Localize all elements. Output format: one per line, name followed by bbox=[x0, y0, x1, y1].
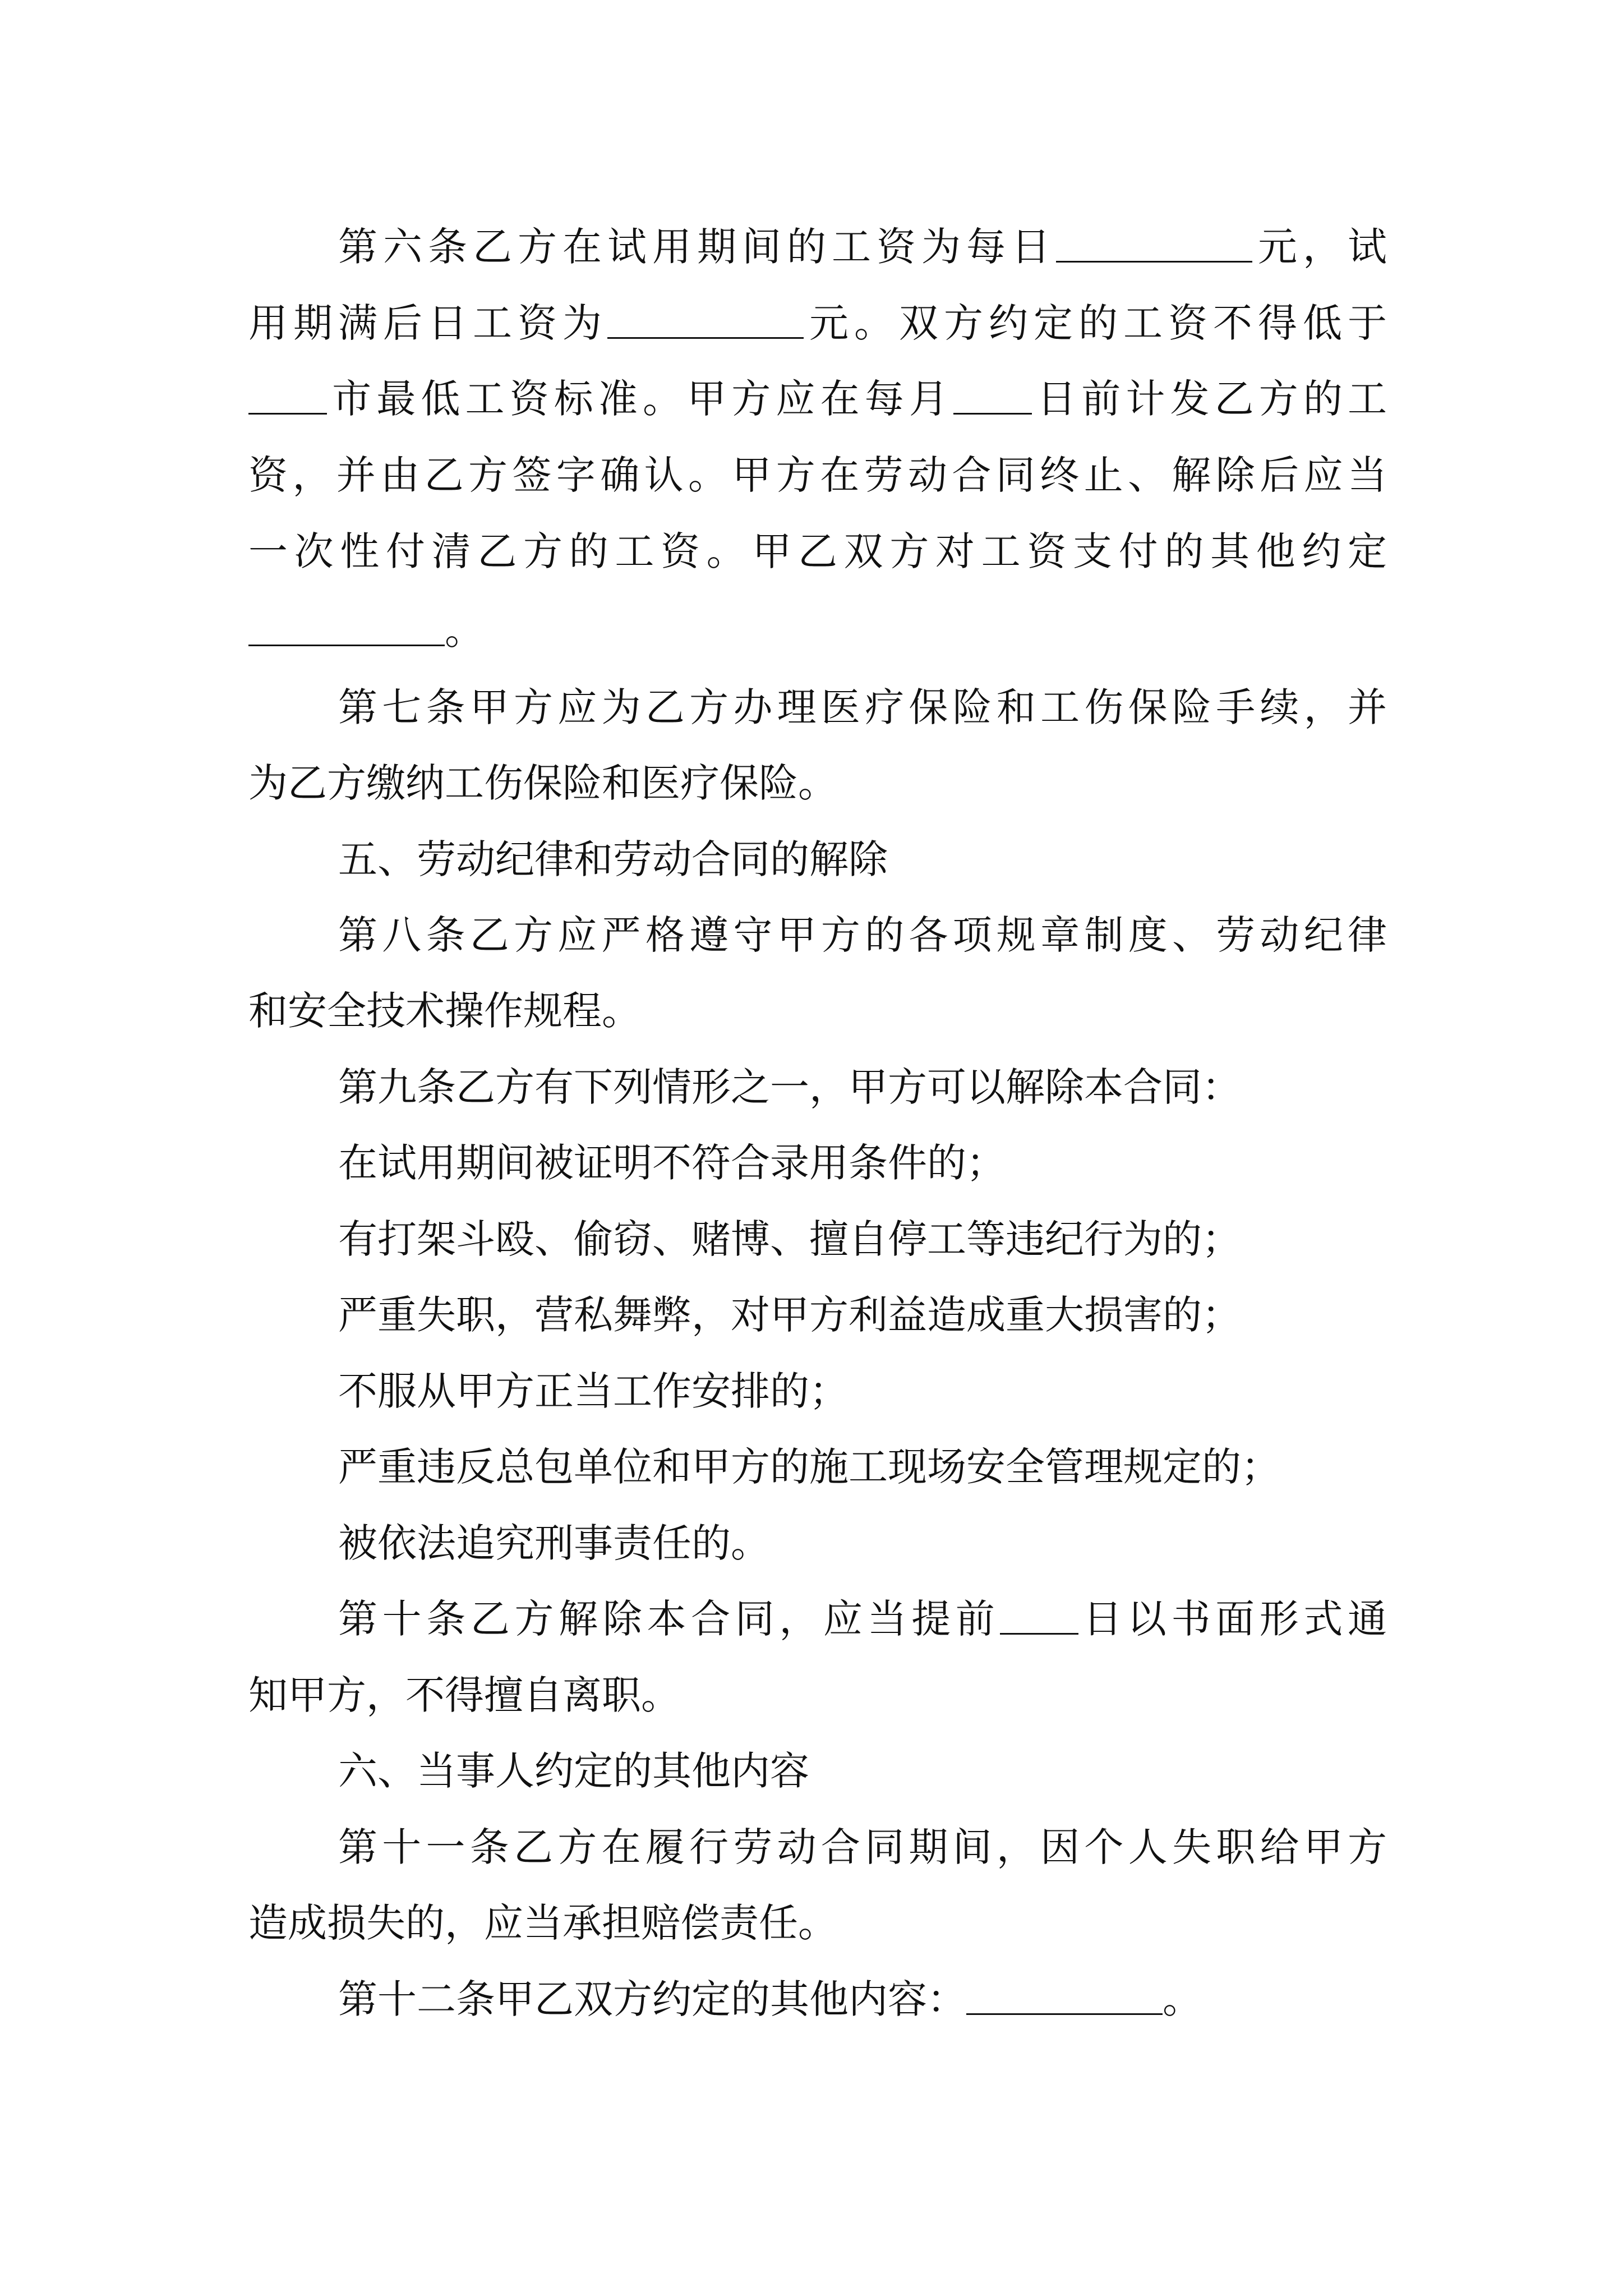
article-6-line-2 bbox=[248, 284, 1387, 362]
text: 元。双方约定的工资不得低于 bbox=[804, 300, 1387, 346]
section-5-heading: 五、劳动纪律和劳动合同的解除 bbox=[338, 836, 888, 882]
text: 日前计发乙方的工 bbox=[1031, 376, 1387, 422]
text: 第十条乙方解除本合同，应当提前 bbox=[338, 1596, 1000, 1642]
text: 。 bbox=[1163, 1976, 1202, 2022]
article-12-line-1 bbox=[338, 1960, 1387, 2039]
text: 日以书面形式通 bbox=[1078, 1596, 1387, 1642]
article-7-line-2: 为乙方缴纳工伤保险和医疗保险。 bbox=[248, 760, 837, 806]
article-9-item: 在试用期间被证明不符合录用条件的； bbox=[338, 1140, 1006, 1186]
text: 市最低工资标准。甲方应在每月 bbox=[327, 376, 953, 422]
article-6-line-6 bbox=[248, 591, 1387, 670]
article-11-line-1: 第十一条乙方在履行劳动合同期间，因个人失职给甲方 bbox=[338, 1824, 1387, 1870]
article-10-line-2: 知甲方，不得擅自离职。 bbox=[248, 1672, 680, 1718]
fill-in-blank[interactable] bbox=[248, 378, 327, 415]
article-10-line-1 bbox=[338, 1580, 1387, 1658]
article-9-item: 严重失职，营私舞弊，对甲方利益造成重大损害的； bbox=[338, 1292, 1241, 1338]
fill-in-blank[interactable] bbox=[966, 1978, 1163, 2015]
article-11-line-2: 造成损失的，应当承担赔偿责任。 bbox=[248, 1900, 837, 1946]
fill-in-blank[interactable] bbox=[953, 378, 1032, 415]
text: 第十二条甲乙双方约定的其他内容： bbox=[338, 1976, 966, 2022]
article-9-item: 被依法追究刑事责任的。 bbox=[338, 1520, 770, 1566]
fill-in-blank[interactable] bbox=[607, 302, 804, 339]
article-6-line-4: 资，并由乙方签字确认。甲方在劳动合同终止、解除后应当 bbox=[248, 452, 1387, 498]
article-9-item: 严重违反总包单位和甲方的施工现场安全管理规定的； bbox=[338, 1444, 1280, 1490]
fill-in-blank[interactable] bbox=[1000, 1598, 1078, 1635]
text: 。 bbox=[445, 608, 484, 654]
section-6-heading: 六、当事人约定的其他内容 bbox=[338, 1748, 809, 1794]
article-9-item: 不服从甲方正当工作安排的； bbox=[338, 1368, 849, 1414]
fill-in-blank[interactable] bbox=[1056, 226, 1252, 263]
fill-in-blank[interactable] bbox=[248, 609, 445, 646]
text: 第六条乙方在试用期间的工资为每日 bbox=[338, 224, 1056, 270]
article-6-line-1 bbox=[338, 208, 1387, 286]
article-6-line-5: 一次性付清乙方的工资。甲乙双方对工资支付的其他约定 bbox=[248, 528, 1387, 574]
article-6-line-3 bbox=[248, 360, 1387, 438]
article-9-item: 有打架斗殴、偷窃、赌博、擅自停工等违纪行为的； bbox=[338, 1216, 1241, 1262]
text: 元，试 bbox=[1252, 224, 1387, 270]
article-8-line-2: 和安全技术操作规程。 bbox=[248, 988, 641, 1034]
text: 用期满后日工资为 bbox=[248, 300, 607, 346]
article-7-line-1: 第七条甲方应为乙方办理医疗保险和工伤保险手续，并 bbox=[338, 684, 1387, 730]
article-8-line-1: 第八条乙方应严格遵守甲方的各项规章制度、劳动纪律 bbox=[338, 912, 1387, 958]
article-9-intro: 第九条乙方有下列情形之一，甲方可以解除本合同： bbox=[338, 1064, 1241, 1110]
